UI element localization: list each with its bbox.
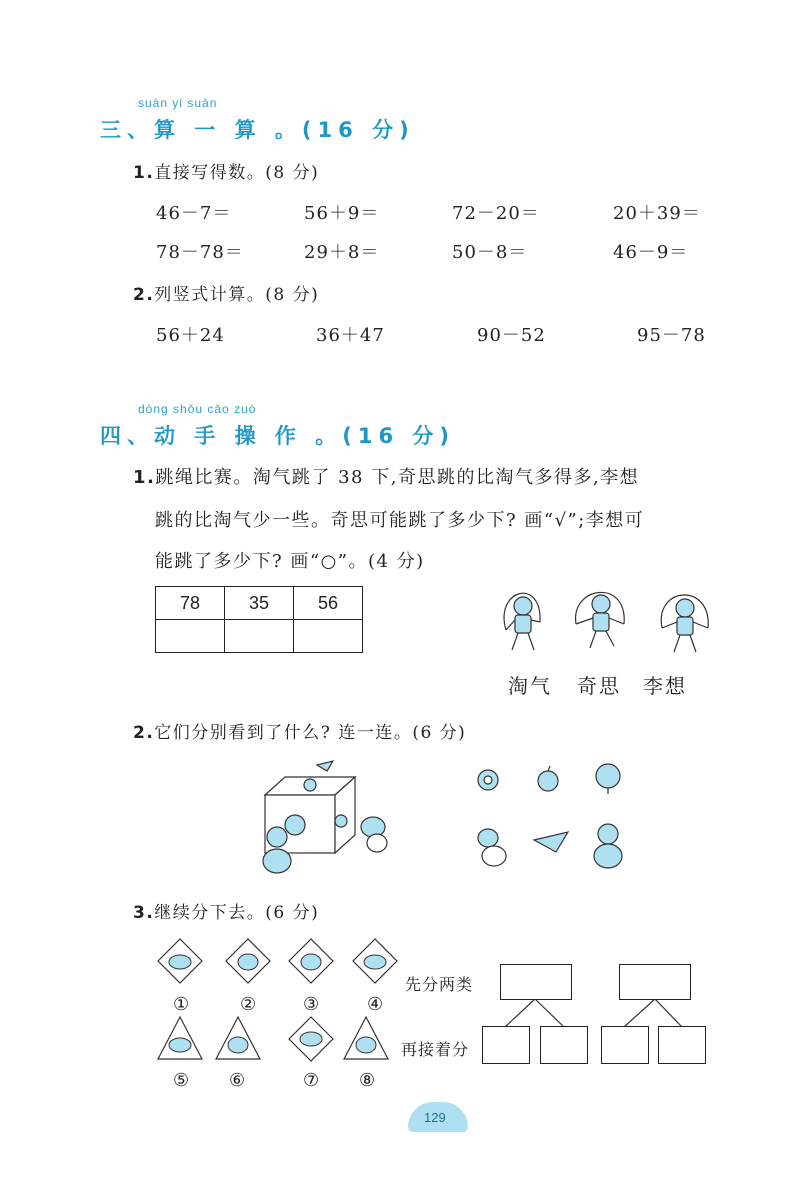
question-text: 继续分下去。(6 分) [154, 903, 320, 923]
equation: 78－78＝ [156, 242, 244, 263]
fish-icon [169, 1038, 191, 1052]
box-scene-illustration [255, 755, 405, 880]
question-3-1 [133, 158, 319, 183]
item-label: ① [173, 994, 190, 1015]
second-split-label: 再接着分 [401, 1040, 470, 1059]
first-split-label: 先分两类 [405, 975, 474, 994]
answer-box[interactable] [658, 1026, 706, 1064]
dog-icon [478, 829, 506, 866]
flower-icon [478, 770, 498, 790]
bird-icon [228, 1037, 248, 1053]
vertical-problem: 36＋47 [316, 325, 385, 346]
answer-box[interactable] [619, 964, 691, 1000]
jump-rope-kids-illustration [490, 582, 720, 662]
question-text: 列竖式计算。(8 分) [154, 285, 320, 305]
bird-icon [317, 761, 333, 771]
answer-cell[interactable] [294, 620, 363, 653]
item-label: ⑧ [359, 1070, 376, 1091]
tree-icon [596, 764, 620, 794]
question-text: 直接写得数。(8 分) [154, 163, 320, 183]
item-label: ⑦ [303, 1070, 320, 1091]
kid-name: 淘气 [508, 674, 552, 698]
answer-box[interactable] [601, 1026, 649, 1064]
page-number: 129 [424, 1110, 446, 1125]
vertical-problem: 95－78 [637, 325, 706, 346]
apple-icon [538, 766, 558, 791]
monkey-icon [267, 827, 287, 847]
kid-icon [504, 593, 540, 650]
flower-icon [304, 779, 316, 791]
item-label: ⑤ [173, 1070, 190, 1091]
question-number: 1. [133, 467, 156, 488]
table-cell: 78 [156, 587, 225, 620]
question-line: 跳绳比赛。淘气跳了 38 下,奇思跳的比淘气多得多,李想 [155, 467, 640, 488]
equation: 50－8＝ [452, 242, 528, 263]
question-3-2 [133, 280, 319, 305]
question-number: 3. [133, 903, 155, 923]
answer-table [155, 586, 363, 653]
answer-box[interactable] [500, 964, 572, 1000]
question-number: 1. [133, 163, 155, 183]
bird-icon [238, 954, 258, 970]
apple-icon [335, 815, 347, 827]
tree-icon [285, 815, 305, 835]
question-4-1 [133, 463, 639, 489]
fish-icon [300, 1032, 322, 1046]
vertical-problem: 90－52 [477, 325, 546, 346]
table-cell: 35 [225, 587, 294, 620]
table-cell: 56 [294, 587, 363, 620]
kid-name: 奇思 [577, 674, 621, 698]
item-label: ② [240, 994, 257, 1015]
kid-icon [576, 592, 625, 648]
bird-icon [356, 1037, 376, 1053]
fish-icon [169, 955, 191, 969]
question-4-2 [133, 718, 466, 743]
equation: 72－20＝ [452, 203, 540, 224]
equation: 46－7＝ [156, 203, 232, 224]
question-line: 能跳了多少下? 画“○”。(4 分) [155, 551, 425, 572]
fish-icon [364, 955, 386, 969]
question-4-3 [133, 898, 319, 923]
dog-icon [361, 817, 385, 837]
section3-title: 三、算 一 算 。(16 分) [100, 118, 415, 142]
equation: 29＋8＝ [304, 242, 380, 263]
item-label: ④ [367, 994, 384, 1015]
question-number: 2. [133, 285, 155, 305]
kid-icon [661, 595, 708, 652]
equation: 56＋9＝ [304, 203, 380, 224]
section4-title: 四、动 手 操 作 。(16 分) [100, 424, 455, 448]
bird-icon [534, 832, 568, 852]
monkey-icon [594, 824, 622, 868]
section4-pinyin: dòng shǒu cāo zuò [138, 402, 257, 416]
equation: 46－9＝ [613, 242, 689, 263]
question-number: 2. [133, 723, 155, 743]
answer-cell[interactable] [225, 620, 294, 653]
item-label: ③ [303, 994, 320, 1015]
item-label: ⑥ [229, 1070, 246, 1091]
question-text: 它们分别看到了什么? 连一连。(6 分) [154, 723, 467, 743]
equation: 20＋39＝ [613, 203, 701, 224]
answer-box[interactable] [540, 1026, 588, 1064]
section3-pinyin: suàn yi suàn [138, 96, 218, 110]
vertical-problem: 56＋24 [156, 325, 225, 346]
bird-icon [301, 954, 321, 970]
kid-name: 李想 [643, 674, 687, 698]
answer-cell[interactable] [156, 620, 225, 653]
question-line: 跳的比淘气少一些。奇思可能跳了多少下? 画“√”;李想可 [155, 510, 645, 531]
answer-box[interactable] [482, 1026, 530, 1064]
tree-connectors [480, 995, 710, 1030]
matching-items [470, 760, 640, 875]
